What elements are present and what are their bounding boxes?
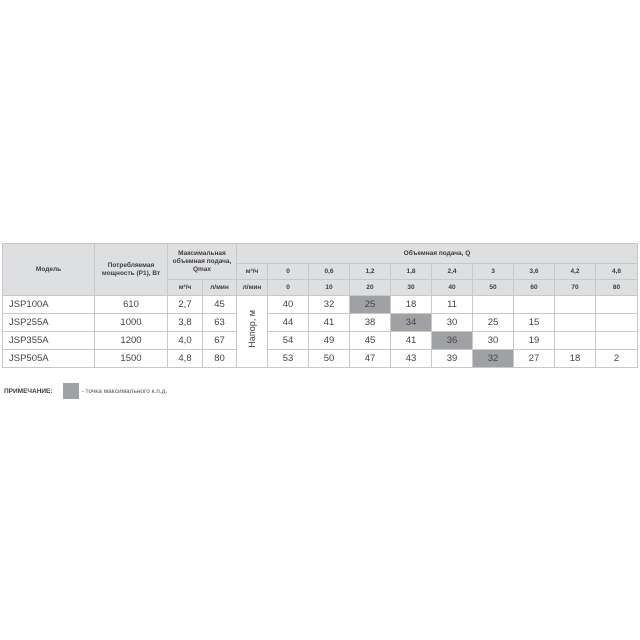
model-cell: JSP100A <box>3 296 95 314</box>
head-value-cell: 41 <box>391 332 432 350</box>
qmax-lmin-cell: 80 <box>203 350 237 368</box>
note <box>4 383 167 399</box>
power-cell: 1200 <box>95 332 168 350</box>
flow-m3-8: 4,8 <box>596 264 638 280</box>
note-label: ПРИМЕЧАНИЕ: <box>4 387 53 395</box>
head-value-cell: 30 <box>432 314 473 332</box>
flow-m3-3: 1,8 <box>391 264 432 280</box>
qmax-lmin-cell: 45 <box>203 296 237 314</box>
flow-lmin-0: 0 <box>268 280 309 296</box>
head-value-cell: 49 <box>309 332 350 350</box>
head-value-cell: 36 <box>432 332 473 350</box>
head-value-cell: 2 <box>596 350 638 368</box>
head-value-cell: 44 <box>268 314 309 332</box>
flow-lmin-7: 70 <box>555 280 596 296</box>
head-value-cell: 11 <box>432 296 473 314</box>
qmax-m3-cell: 4,0 <box>168 332 203 350</box>
head-value-cell: 25 <box>350 296 391 314</box>
flow-m3-2: 1,2 <box>350 264 391 280</box>
head-value-cell: 41 <box>309 314 350 332</box>
header-qmax-unit-m3: м³/ч <box>168 280 203 296</box>
header-model: Модель <box>3 244 95 296</box>
qmax-lmin-cell: 67 <box>203 332 237 350</box>
flow-m3-7: 4,2 <box>555 264 596 280</box>
head-value-cell: 30 <box>473 332 514 350</box>
table-row <box>3 296 638 314</box>
head-value-cell: 43 <box>391 350 432 368</box>
head-value-cell: 47 <box>350 350 391 368</box>
table-row <box>3 350 638 368</box>
header-flow: Объемная подача, Q <box>237 244 638 264</box>
flow-lmin-8: 80 <box>596 280 638 296</box>
head-value-cell: 50 <box>309 350 350 368</box>
head-value-cell: 27 <box>514 350 555 368</box>
qmax-m3-cell: 4,8 <box>168 350 203 368</box>
head-value-cell: 45 <box>350 332 391 350</box>
flow-lmin-3: 30 <box>391 280 432 296</box>
header-max-flow: Максимальная объемная подача, Qmax <box>168 244 237 280</box>
flow-m3-6: 3,6 <box>514 264 555 280</box>
head-value-cell: 18 <box>391 296 432 314</box>
head-value-cell: 18 <box>555 350 596 368</box>
flow-lmin-1: 10 <box>309 280 350 296</box>
performance-table <box>2 243 638 368</box>
table-row <box>3 332 638 350</box>
head-value-cell: 25 <box>473 314 514 332</box>
flow-m3-0: 0 <box>268 264 309 280</box>
head-value-cell <box>514 296 555 314</box>
flow-lmin-5: 50 <box>473 280 514 296</box>
head-value-cell <box>555 314 596 332</box>
qmax-m3-cell: 2,7 <box>168 296 203 314</box>
power-cell: 610 <box>95 296 168 314</box>
qmax-lmin-cell: 63 <box>203 314 237 332</box>
model-cell: JSP355A <box>3 332 95 350</box>
head-value-cell: 53 <box>268 350 309 368</box>
head-label: Напор, м <box>247 310 257 348</box>
head-value-cell <box>555 296 596 314</box>
head-value-cell: 32 <box>473 350 514 368</box>
head-value-cell <box>596 296 638 314</box>
head-value-cell: 39 <box>432 350 473 368</box>
head-value-cell <box>555 332 596 350</box>
legend-swatch <box>63 383 79 399</box>
head-value-cell: 40 <box>268 296 309 314</box>
flow-m3-5: 3 <box>473 264 514 280</box>
power-cell: 1500 <box>95 350 168 368</box>
model-cell: JSP505A <box>3 350 95 368</box>
model-cell: JSP255A <box>3 314 95 332</box>
head-value-cell <box>596 332 638 350</box>
header-unit-lmin: л/мин <box>237 280 268 296</box>
head-value-cell: 32 <box>309 296 350 314</box>
power-cell: 1000 <box>95 314 168 332</box>
header-power: Потребляемая мощность (P1), Вт <box>95 244 168 296</box>
flow-lmin-2: 20 <box>350 280 391 296</box>
head-value-cell: 19 <box>514 332 555 350</box>
header-unit-m3: м³/ч <box>237 264 268 280</box>
flow-m3-1: 0,6 <box>309 264 350 280</box>
table-row <box>3 314 638 332</box>
flow-lmin-4: 40 <box>432 280 473 296</box>
head-label-cell <box>237 296 268 368</box>
flow-m3-4: 2,4 <box>432 264 473 280</box>
head-value-cell <box>596 314 638 332</box>
qmax-m3-cell: 3,8 <box>168 314 203 332</box>
head-value-cell: 15 <box>514 314 555 332</box>
header-qmax-unit-lmin: л/мин <box>203 280 237 296</box>
head-value-cell: 34 <box>391 314 432 332</box>
head-value-cell: 38 <box>350 314 391 332</box>
head-value-cell: 54 <box>268 332 309 350</box>
flow-lmin-6: 60 <box>514 280 555 296</box>
head-value-cell <box>473 296 514 314</box>
note-text: - точка максимального к.п.д. <box>81 387 168 395</box>
